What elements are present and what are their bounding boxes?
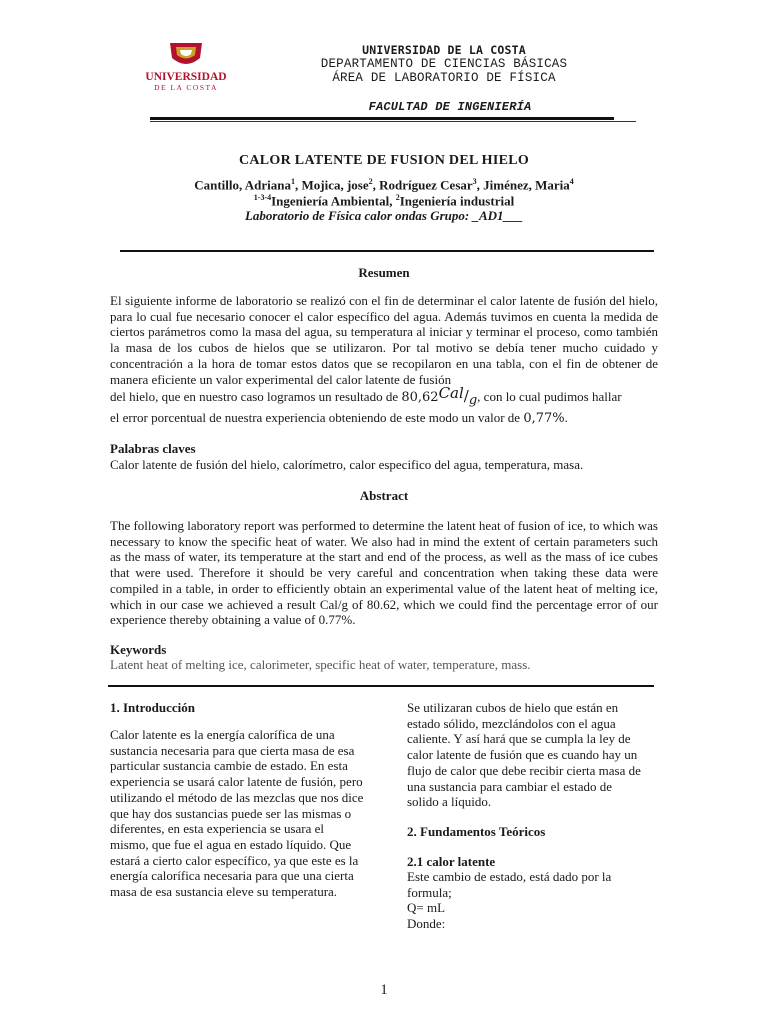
section-rule (108, 685, 654, 687)
header-faculty: FACULTAD DE INGENIERÍA (368, 100, 532, 114)
right-column-text: Se utilizaran cubos de hielo que están en estado sólido, mezclándolos con el agua caliente. Y así hará que se cumpla la ley de calor latente de fusión que es cuando hay un flujo de calor que debe recibir cierta masa de una sustancia para cambiar el estado de solido a líquido. (407, 700, 641, 810)
university-logo (143, 40, 229, 104)
logo-line-2: DE LA COSTA (154, 83, 218, 92)
author-list (100, 177, 668, 193)
affiliation-text: Ingeniería Ambiental, (271, 193, 396, 209)
palabras-claves-heading: Palabras claves (110, 441, 196, 456)
header-rule (150, 117, 614, 120)
keywords-text: Latent heat of melting ice, calorimeter, specific heat of water, temperature, mass. (110, 657, 531, 672)
resumen-heading: Resumen (358, 265, 410, 280)
section-rule (120, 250, 654, 252)
abstract-text: The following laboratory report was performed to determine the latent heat of fusion of ice, to which was necessary to know the specific heat of water. We also had in mind the extent of certain parameters such as the mass of water, its temperature at the start and end of the process, as well as the mass of ice cubes that were used. Therefore it should be very careful and concentration when taking these data were compiled in a table, in order to efficiently obtain an experimental value of the latent heat of melting ice, which in our case we achieved a result Cal/g of 80.62, which we could find the percentage error of our experience thereby obtaining a value of 0.77%. (110, 518, 658, 628)
affiliation-text: Ingeniería industrial (399, 193, 515, 209)
paper-title: CALOR LATENTE DE FUSION DEL HIELO (238, 153, 530, 168)
author-name: , Jiménez, Maria (476, 177, 570, 193)
formula: Q= mL (407, 900, 446, 916)
resumen-text-pre-pct: el error porcentual de nuestra experiencia obteniendo de este modo un valor de (110, 410, 521, 425)
abstract-heading: Abstract (359, 488, 409, 503)
keywords-heading: Keywords (110, 642, 167, 657)
header-university: UNIVERSIDAD DE LA COSTA (362, 43, 526, 57)
palabras-claves-text: Calor latente de fusión del hielo, calorímetro, calor especifico del agua, temperatura, masa. (110, 457, 584, 472)
calor-latente-text: Este cambio de estado, está dado por la formula; (407, 869, 612, 900)
calor-latente-heading: 2.1 calor latente (407, 854, 496, 869)
author-sup: 1 (291, 177, 295, 186)
affiliations (100, 193, 668, 209)
calor-latente-body (407, 869, 647, 932)
header-department: DEPARTAMENTO DE CIENCIAS BÁSICAS (320, 57, 568, 71)
donde-label: Donde: (407, 916, 446, 932)
header-rule-thin (150, 121, 636, 122)
logo-line-1: UNIVERSIDAD (145, 71, 227, 83)
author-sup: 2 (368, 177, 373, 186)
resumen-result-line: del hielo, que en nuestro caso logramos un resultado de 80,62Cal/g, con lo cual pudimos hallar (110, 384, 622, 408)
affiliation-sup: 1-3-4 (253, 193, 272, 202)
intro-text: Calor latente es la energía calorífica de una sustancia necesaria para que cierta masa de esa particular sustancia cambie de estado. En esta experiencia se usará calor latente de fusión, pero utilizando el método de las mezclas que nos dice que hay dos sustancias puede ser las mismas o diferentes, en esta experiencia se usara el mismo, que fue el agua en estado líquido. Que estará a cierto calor específico, ya que este es la energía calorífica necesaria para que una cierta masa de esa sustancia eleve su temperatura. (110, 727, 364, 900)
lab-group-line: Laboratorio de Física calor ondas Grupo: _AD1___ (244, 208, 524, 223)
author-name: Cantillo, Adriana (194, 177, 291, 193)
author-sup: 4 (569, 177, 574, 186)
author-sup: 3 (472, 177, 477, 186)
result-unit-num: Cal (438, 384, 464, 402)
resumen-text-post-value: , con lo cual pudimos hallar (477, 389, 622, 404)
fundamentos-heading: 2. Fundamentos Teóricos (407, 824, 546, 839)
header-area: ÁREA DE LABORATORIO DE FÍSICA (332, 71, 556, 85)
result-value: 80,62 (401, 390, 439, 405)
affiliation-sup: 2 (395, 193, 400, 202)
page-number: 1 (380, 982, 388, 998)
intro-heading: 1. Introducción (110, 700, 195, 715)
resumen-error-line (110, 410, 658, 427)
result-unit-den: g (468, 393, 478, 408)
result-percent: 0,77% (523, 411, 565, 426)
resumen-text-pre-value: del hielo, que en nuestro caso logramos un resultado de (110, 389, 399, 404)
author-name: , Rodríguez Cesar (372, 177, 473, 193)
author-name: , Mojica, jose (295, 177, 369, 193)
resumen-end: . (564, 410, 568, 425)
resumen-text: El siguiente informe de laboratorio se realizó con el fin de determinar el calor latente de fusión del hielo, para lo cual fue necesario conocer el calor específico del agua. Además tuvimos en cuenta la medida de ciertos parámetros como la masa del agua, su temperatura al iniciar y terminar el proceso, como también la masa de los cubos de hielos que se utilizaron. Por tal motivo se debía tener mucho cuidado y concentración a la hora de tomar estos datos que se recopilaron en una tabla, con el fin de obtener de manera eficiente un valor experimental del calor latente de fusión (110, 293, 658, 387)
